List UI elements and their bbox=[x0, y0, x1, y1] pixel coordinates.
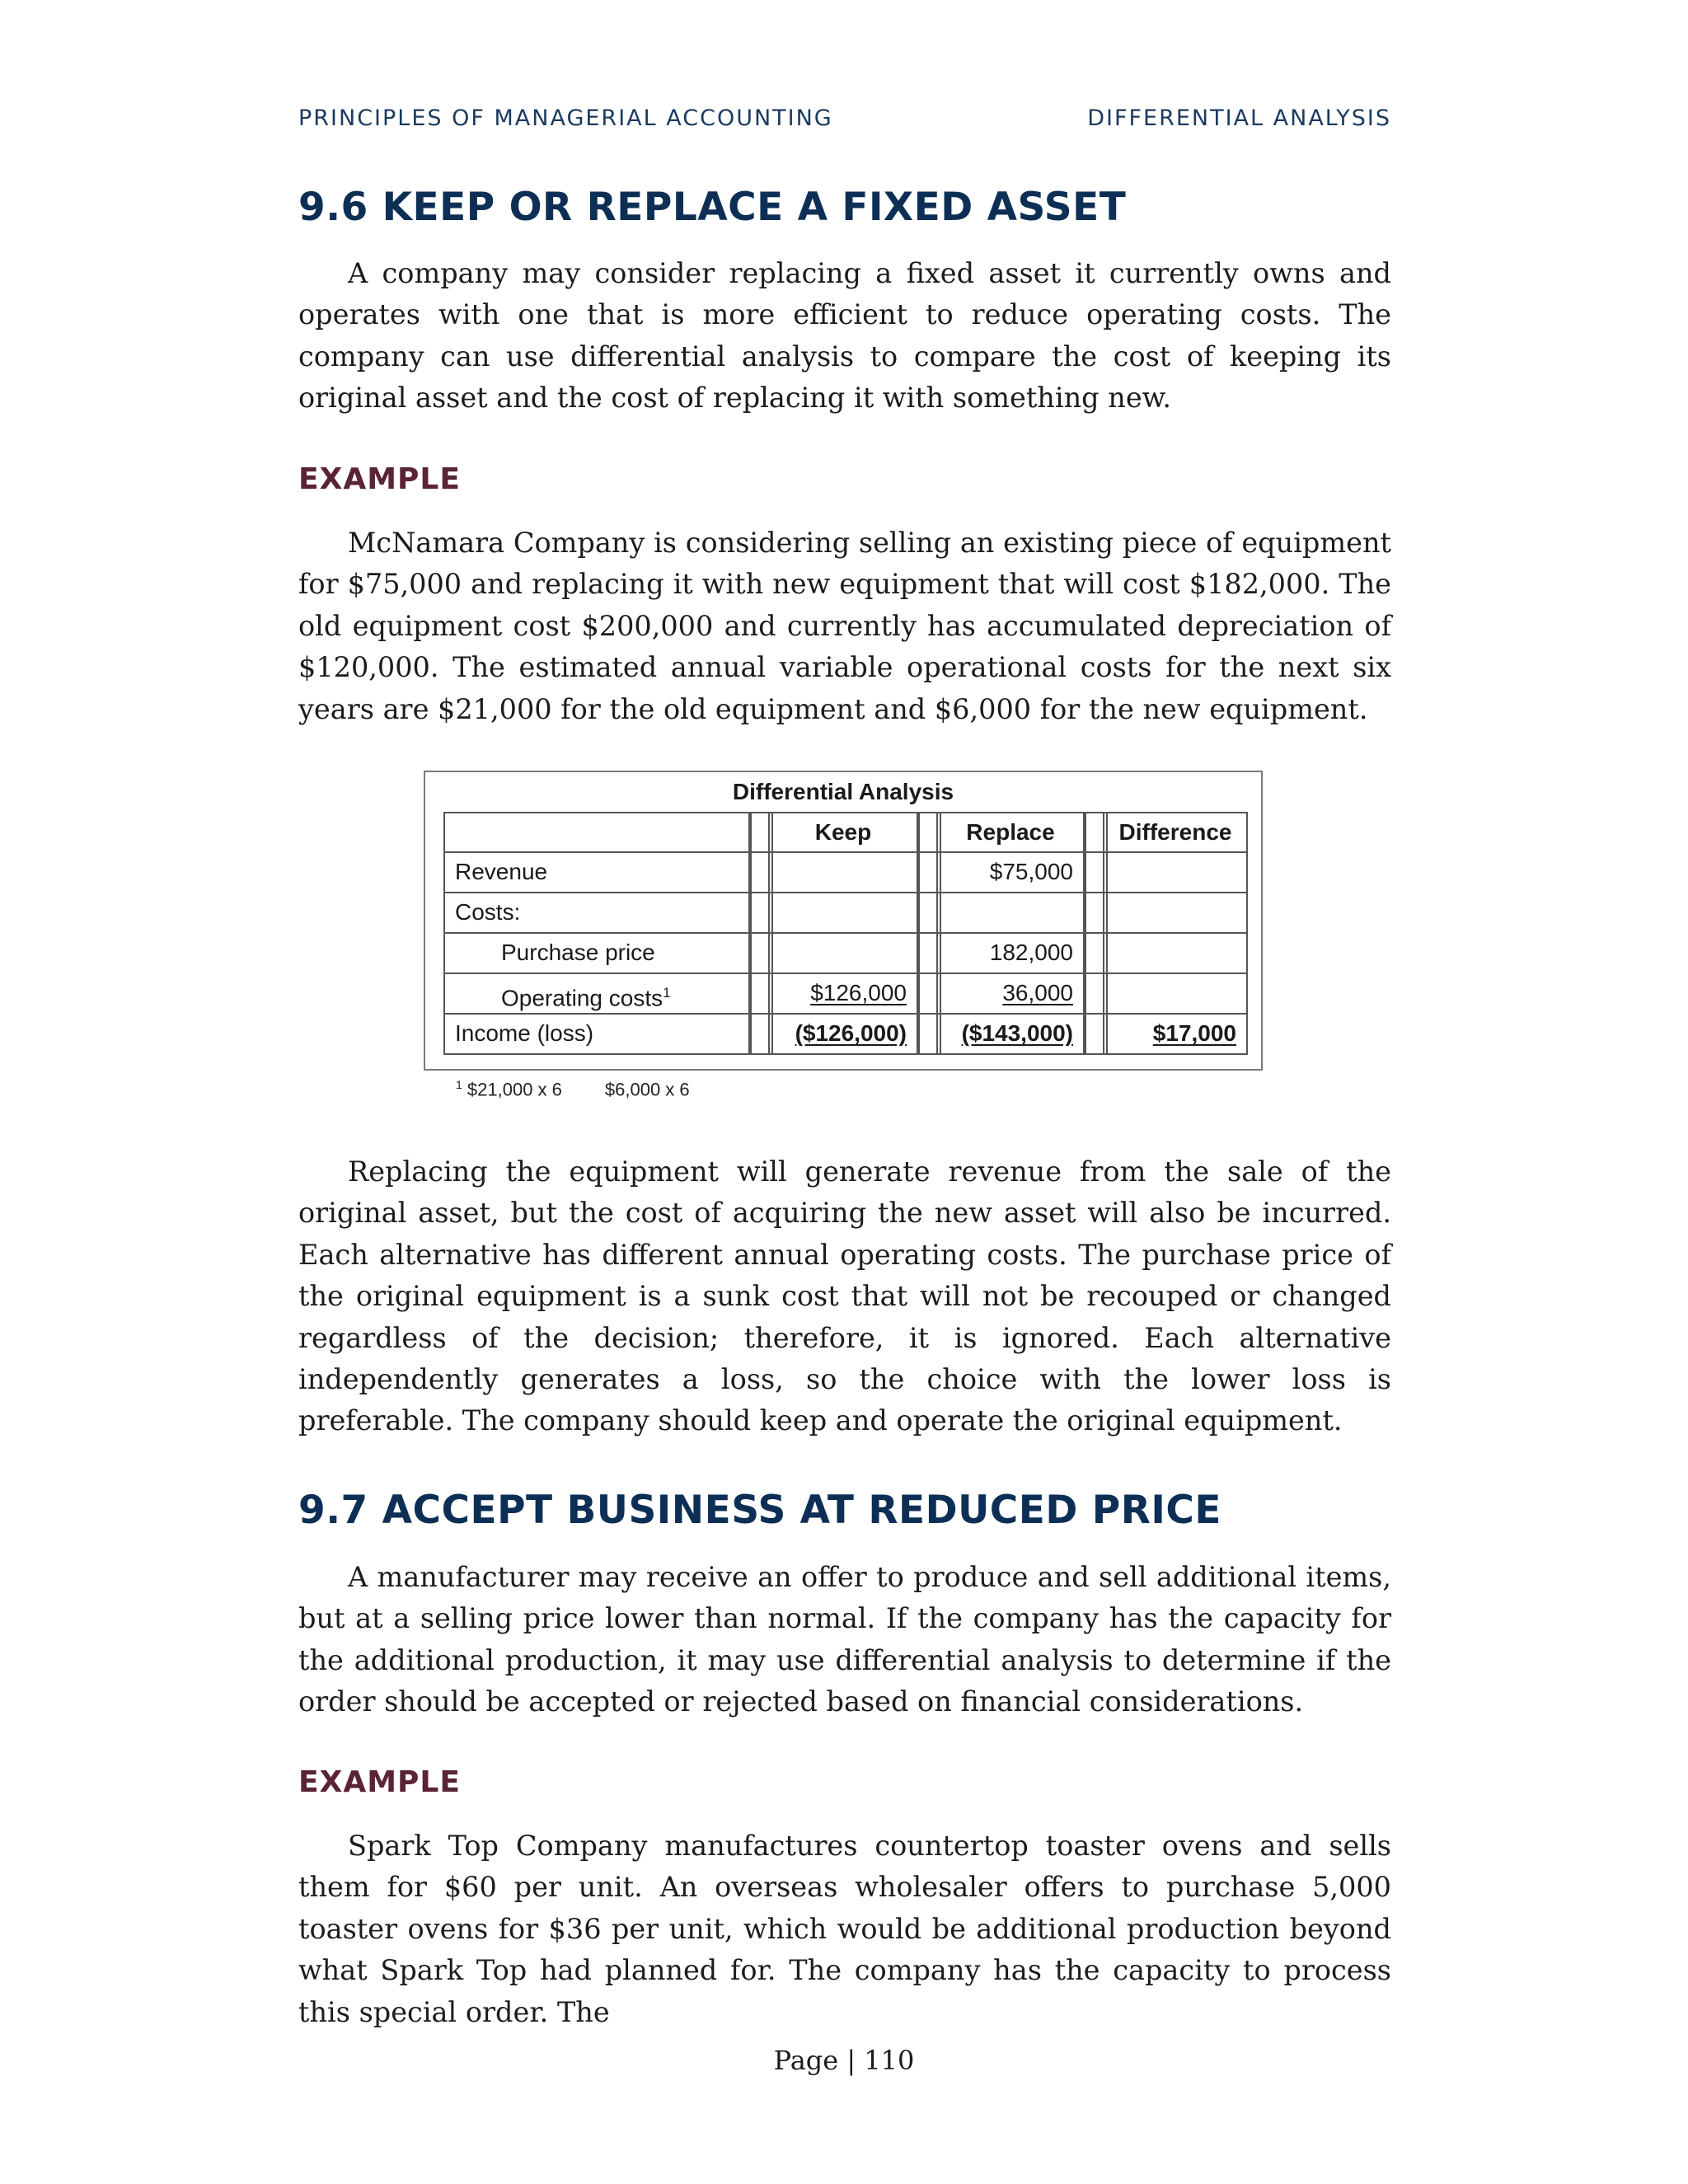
differential-analysis-table bbox=[424, 771, 1263, 1071]
income-loss-keep bbox=[768, 1013, 918, 1055]
costs-replace bbox=[936, 892, 1085, 934]
section-9-7-intro: A manufacturer may receive an offer to produce and sell additional items, but at a selling price lower than normal. If the company has the capacity for the additional production, it may use differential analysis to determine if the order should be accepted or rejected based on financial considerations. bbox=[298, 1561, 1391, 1718]
operating-costs-label: Operating costs bbox=[501, 985, 663, 1011]
income-loss-keep-value: ($126,000) bbox=[795, 1020, 907, 1046]
header-chapter-title: DIFFERENTIAL ANALYSIS bbox=[1087, 105, 1391, 131]
revenue-difference bbox=[1103, 851, 1248, 893]
column-header-difference: Difference bbox=[1103, 812, 1248, 853]
revenue-replace: $75,000 bbox=[936, 851, 1085, 893]
section-9-6-intro: A company may consider replacing a fixed asset it currently owns and operates with one that is more efficient to reduce operating costs. The company can use differential analysis to compare the cost of keeping its original asset and the cost of replacing it with something new. bbox=[298, 257, 1391, 415]
row-label-costs: Costs: bbox=[443, 892, 750, 934]
table-footnote bbox=[456, 1078, 690, 1100]
page-number: Page | 110 bbox=[773, 2045, 915, 2076]
footnote-number: 1 bbox=[456, 1078, 462, 1091]
income-loss-difference bbox=[1103, 1013, 1248, 1055]
income-loss-replace bbox=[936, 1013, 1085, 1055]
operating-costs-keep-value: $126,000 bbox=[810, 980, 907, 1005]
section-title-9-6: 9.6 KEEP OR REPLACE A FIXED ASSET bbox=[298, 185, 1127, 230]
income-loss-replace-value: ($143,000) bbox=[961, 1020, 1073, 1046]
purchase-price-difference bbox=[1103, 932, 1248, 974]
column-header-replace: Replace bbox=[936, 812, 1085, 853]
table-title: Differential Analysis bbox=[732, 779, 954, 804]
header-book-title: PRINCIPLES OF MANAGERIAL ACCOUNTING bbox=[298, 105, 833, 131]
header-blank-cell bbox=[443, 812, 750, 853]
operating-costs-keep bbox=[768, 972, 918, 1015]
example-heading-2: EXAMPLE bbox=[298, 1765, 461, 1799]
footnote-keep-calc: $21,000 x 6 bbox=[467, 1079, 562, 1100]
row-label-operating-costs bbox=[443, 972, 750, 1015]
section-title-9-7: 9.7 ACCEPT BUSINESS AT REDUCED PRICE bbox=[298, 1488, 1221, 1533]
purchase-price-keep bbox=[768, 932, 918, 974]
running-header bbox=[298, 105, 1391, 138]
row-label-purchase-price: Purchase price bbox=[443, 932, 750, 974]
income-loss-difference-value: $17,000 bbox=[1152, 1020, 1236, 1046]
footnote-marker: 1 bbox=[663, 985, 671, 1001]
operating-costs-difference bbox=[1103, 972, 1248, 1015]
footnote-replace-calc: $6,000 x 6 bbox=[604, 1079, 690, 1100]
operating-costs-replace-value: 36,000 bbox=[1002, 980, 1073, 1005]
row-label-revenue: Revenue bbox=[443, 851, 750, 893]
operating-costs-replace bbox=[936, 972, 1085, 1015]
example-1-text: McNamara Company is considering selling an existing piece of equipment for $75,000 and replacing it with new equipment that will cost $182,000. The old equipment cost $200,000 and currently has accumulated depreciation of $120,000. The estimated annual variable operational costs for the next six years are $21,000 for the old equipment and $6,000 for the new equipment. bbox=[298, 527, 1391, 725]
purchase-price-replace: 182,000 bbox=[936, 932, 1085, 974]
column-header-keep: Keep bbox=[768, 812, 918, 853]
example-heading-1: EXAMPLE bbox=[298, 462, 461, 496]
costs-keep bbox=[768, 892, 918, 934]
section-9-6-conclusion: Replacing the equipment will generate revenue from the sale of the original asset, but the cost of acquiring the new asset will also be incurred. Each alternative has different annual operating costs. The purchase price of the original equipment is a sunk cost that will not be recouped or changed regardless of the decision; therefore, it is ignored. Each alternative independently generates a loss, so the choice with the lower loss is preferable. The company should keep and operate the original equipment. bbox=[298, 1155, 1391, 1437]
revenue-keep bbox=[768, 851, 918, 893]
example-2-text: Spark Top Company manufactures countertop toaster ovens and sells them for $60 per unit. An overseas wholesaler offers to purchase 5,000 toaster ovens for $36 per unit, which would be additional production beyond what Spark Top had planned for. The company has the capacity to process this special order. The bbox=[298, 1830, 1391, 2028]
row-label-income-loss: Income (loss) bbox=[443, 1013, 750, 1055]
costs-difference bbox=[1103, 892, 1248, 934]
